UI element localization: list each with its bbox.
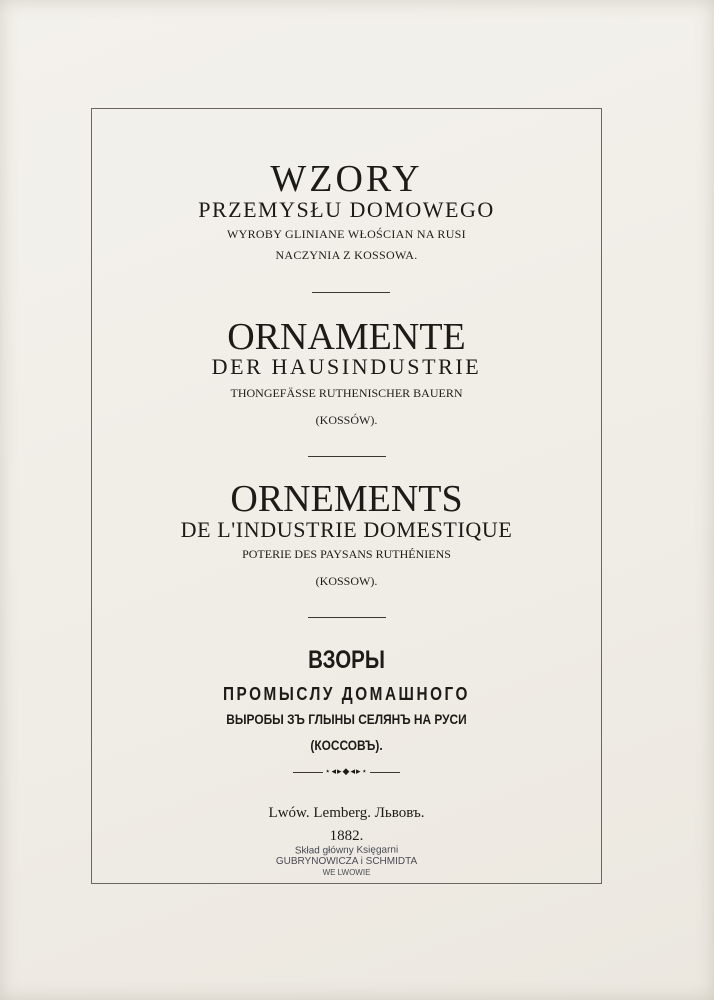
stamp-line-3: WE LWOWIE [322,868,371,877]
german-subtitle: DER HAUSINDUSTRIE [211,354,482,379]
french-title: ORNEMENTS [230,478,463,520]
imprint-place: Lwów. Lemberg. Львовъ. [268,805,425,821]
ornament-rule-right [370,772,400,773]
french-line-2: (KOSSOW). [315,574,378,588]
german-line-2: (KOSSÓW). [315,413,378,427]
polish-line-2: NACZYNIA Z KOSSOWA. [275,248,418,262]
polish-line-1: WYROBY GLINIANE WŁOŚCIAN NA RUSI [227,227,466,241]
stamp-line-2: GUBRYNOWICZA i SCHMIDTA [275,856,418,867]
ruthenian-subtitle: ПРОМЫСЛУ ДОМАШНОГО [222,684,470,704]
french-subtitle: DE L'INDUSTRIE DOMESTIQUE [180,517,513,542]
ruthenian-line-1: ВЫРОБЫ ЗЪ ГЛЫНЫ СЕЛЯНЪ НА РУСИ [226,711,467,727]
ruthenian-line-2: (КОССОВЪ). [310,737,383,753]
ruthenian-title: ВЗОРЫ [308,646,385,674]
german-line-1: THONGEFÄSSE RUTHENISCHER BAUERN [230,386,463,400]
imprint-year: 1882. [329,828,364,844]
polish-title: WZORY [270,158,423,200]
divider-rule-1 [312,292,390,293]
ornament-flourish: ⋆◂▸◆◂▸⋆ [324,766,369,776]
polish-subtitle: PRZEMYSŁU DOMOWEGO [198,197,495,222]
stamp-line-1: Skład główny Księgarni [294,844,399,857]
german-title: ORNAMENTE [227,316,466,358]
divider-rule-3 [308,617,386,618]
french-line-1: POTERIE DES PAYSANS RUTHÉNIENS [242,547,451,561]
divider-rule-2 [308,456,386,457]
